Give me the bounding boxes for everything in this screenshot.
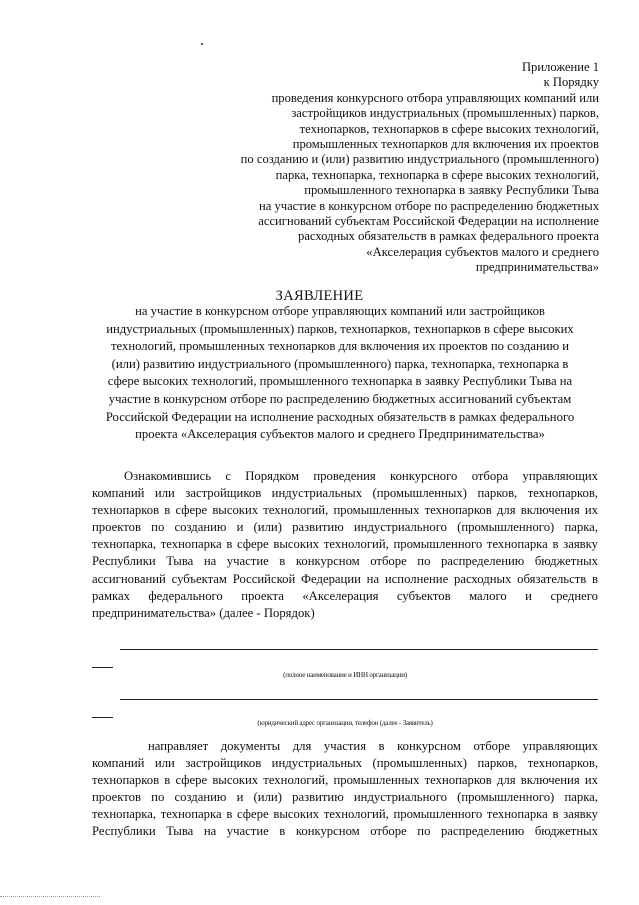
appendix-header [179, 60, 599, 276]
paragraph-line: Ознакомившись с Порядком проведения конкурсного отбора управляющих [124, 469, 598, 483]
org-name-fill-line[interactable] [120, 649, 598, 650]
org-name-caption: (полное наименование и ИНН организации) [283, 671, 407, 679]
appendix-line: предпринимательства» [475, 260, 599, 275]
paragraph-line: Республики Тыва на участие в конкурсном отборе по распределению бюджетных [92, 824, 598, 839]
subtitle-line: на участие в конкурсном отборе управляющих компаний или застройщиков [135, 304, 545, 318]
subtitle-line: участие в конкурсном отборе по распределению бюджетных ассигнований субъектам [108, 391, 572, 406]
subtitle-line: проекта «Акселерация субъектов малого и среднего Предпринимательства» [135, 427, 545, 442]
appendix-line: на участие в конкурсном отборе по распределению бюджетных [258, 198, 599, 213]
appendix-line: промышленного технопарка в заявку Республики Тыва [304, 183, 599, 198]
paragraph-line: технопарка, технопарка в сфере высоких технологий, промышленного технопарка в заявку [92, 537, 598, 552]
address-caption: (юридический адрес организации, телефон (далее - Заявитель) [257, 719, 433, 727]
paragraph-line: Республики Тыва на участие в конкурсном отборе по распределению бюджетных [92, 554, 598, 569]
appendix-line: расходных обязательств в рамках федерального проекта [298, 229, 599, 244]
address-fill-line[interactable] [120, 699, 598, 700]
appendix-line: застройщиков индустриальных (промышленных) парков, [291, 106, 599, 121]
paragraph-line: проектов по созданию и (или) развитию индустриального (промышленного) парка, [92, 790, 598, 805]
paragraph-line: предпринимательства» (далее - Порядок) [92, 605, 315, 620]
document-subtitle [80, 303, 600, 444]
org-name-fill-line-short[interactable] [92, 667, 113, 668]
subtitle-line: (или) развитию индустриального (промышленного) парка, технопарка, технопарка в [111, 356, 569, 371]
appendix-line: по созданию и (или) развитию индустриального (промышленного) [240, 152, 599, 167]
paragraph-line: технопарков в сфере высоких технологий, промышленных технопарков для включения их [92, 773, 598, 788]
subtitle-line: технологий, промышленных технопарков для включения их проектов по созданию и [110, 339, 570, 354]
paragraph-line: ассигнований субъектам Российской Федерации на исполнение расходных обязательств в [92, 571, 598, 586]
paragraph-line: технопарка, технопарка в сфере высоких технологий, промышленного технопарка в заявку [92, 807, 598, 822]
address-fill-line-short[interactable] [92, 717, 113, 718]
paragraph-line: направляет документы для участия в конкурсном отборе управляющих [148, 739, 598, 753]
paragraph-line: проектов по созданию и (или) развитию индустриального (промышленного) парка, [92, 520, 598, 535]
appendix-line: парка, технопарка, технопарка в сфере высоких технологий, [275, 167, 599, 182]
paragraph-line: рамках федерального проекта «Акселерация субъектов малого и среднего [92, 588, 598, 603]
appendix-line: ассигнований субъектам Российской Федерации на исполнение [258, 214, 599, 229]
subtitle-line: индустриальных (промышленных) парков, технопарков, технопарков в сфере высоких [106, 321, 574, 336]
intro-paragraph [92, 468, 598, 622]
paragraph-line: технопарков в сфере высоких технологий, промышленных технопарков для включения их [92, 503, 598, 518]
appendix-line: «Акселерация субъектов малого и среднего [366, 244, 599, 259]
appendix-line: проведения конкурсного отбора управляющих компаний или [271, 90, 599, 105]
footnote-separator [0, 896, 100, 897]
subtitle-line: сфере высоких технологий, промышленного технопарка в заявку Республики Тыва на [107, 374, 573, 389]
subtitle-line: Российской Федерации на исполнение расходных обязательств в рамках федерального [105, 409, 575, 424]
appendix-line: к Порядку [543, 75, 599, 90]
scan-speck [201, 43, 203, 45]
document-title: ЗАЯВЛЕНИЕ [275, 288, 364, 304]
appendix-line: технопарков, технопарков в сфере высоких технологий, [299, 121, 599, 136]
submission-paragraph [92, 738, 598, 841]
appendix-line: Приложение 1 [521, 60, 599, 74]
paragraph-line: компаний или застройщиков индустриальных (промышленных) парков, технопарков, [92, 756, 598, 771]
appendix-line: промышленных технопарков для включения их проектов [292, 137, 599, 152]
paragraph-line: компаний или застройщиков индустриальных (промышленных) парков, технопарков, [92, 486, 598, 501]
